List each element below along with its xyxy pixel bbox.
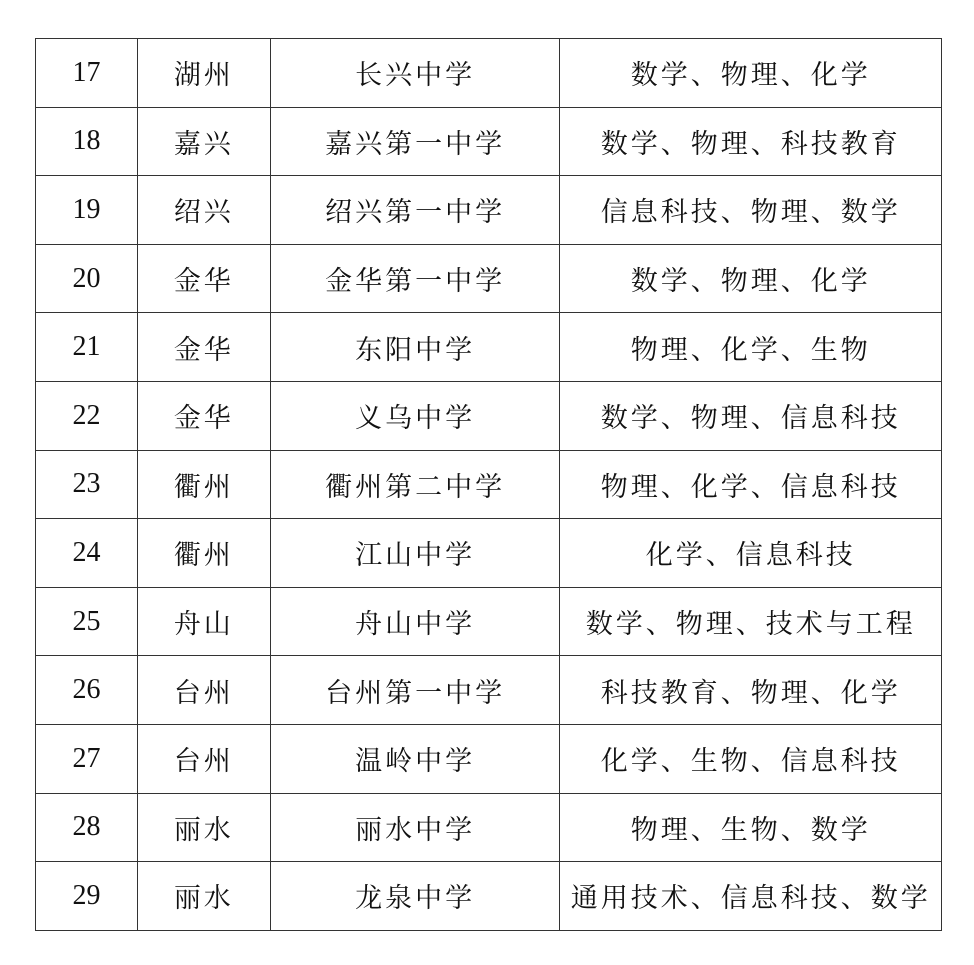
school-cell: 台州第一中学 [270,656,560,725]
table-row [36,39,942,108]
city-cell: 金华 [137,313,270,382]
row-number: 18 [36,107,138,176]
subjects-cell: 物理、化学、生物 [560,313,942,382]
subjects-cell: 数学、物理、信息科技 [560,381,942,450]
city-cell: 台州 [137,724,270,793]
table-row [36,519,942,588]
row-number: 28 [36,793,138,862]
city-cell: 台州 [137,656,270,725]
school-cell: 江山中学 [270,519,560,588]
row-number: 26 [36,656,138,725]
subjects-cell: 数学、物理、化学 [560,244,942,313]
school-cell: 绍兴第一中学 [270,176,560,245]
row-number: 20 [36,244,138,313]
city-cell: 绍兴 [137,176,270,245]
city-cell: 湖州 [137,39,270,108]
row-number: 21 [36,313,138,382]
city-cell: 舟山 [137,587,270,656]
row-number: 23 [36,450,138,519]
subjects-cell: 科技教育、物理、化学 [560,656,942,725]
table-row [36,587,942,656]
table-body [36,39,942,931]
city-cell: 金华 [137,381,270,450]
city-cell: 金华 [137,244,270,313]
table-row [36,862,942,931]
schools-table [35,38,942,931]
table-row [36,724,942,793]
row-number: 17 [36,39,138,108]
row-number: 22 [36,381,138,450]
subjects-cell: 数学、物理、技术与工程 [560,587,942,656]
school-cell: 嘉兴第一中学 [270,107,560,176]
school-cell: 衢州第二中学 [270,450,560,519]
city-cell: 衢州 [137,450,270,519]
subjects-cell: 物理、生物、数学 [560,793,942,862]
school-cell: 东阳中学 [270,313,560,382]
city-cell: 丽水 [137,793,270,862]
table-row [36,176,942,245]
row-number: 29 [36,862,138,931]
school-cell: 丽水中学 [270,793,560,862]
city-cell: 丽水 [137,862,270,931]
subjects-cell: 化学、生物、信息科技 [560,724,942,793]
subjects-cell: 物理、化学、信息科技 [560,450,942,519]
table-row [36,244,942,313]
row-number: 19 [36,176,138,245]
school-cell: 金华第一中学 [270,244,560,313]
school-cell: 义乌中学 [270,381,560,450]
table-row [36,450,942,519]
subjects-cell: 数学、物理、化学 [560,39,942,108]
school-cell: 温岭中学 [270,724,560,793]
city-cell: 衢州 [137,519,270,588]
row-number: 24 [36,519,138,588]
school-cell: 舟山中学 [270,587,560,656]
school-cell: 龙泉中学 [270,862,560,931]
table-row [36,793,942,862]
table-row [36,381,942,450]
table-row [36,313,942,382]
school-cell: 长兴中学 [270,39,560,108]
table-row [36,656,942,725]
subjects-cell: 化学、信息科技 [560,519,942,588]
table-row [36,107,942,176]
row-number: 25 [36,587,138,656]
city-cell: 嘉兴 [137,107,270,176]
subjects-cell: 数学、物理、科技教育 [560,107,942,176]
row-number: 27 [36,724,138,793]
subjects-cell: 通用技术、信息科技、数学 [560,862,942,931]
subjects-cell: 信息科技、物理、数学 [560,176,942,245]
